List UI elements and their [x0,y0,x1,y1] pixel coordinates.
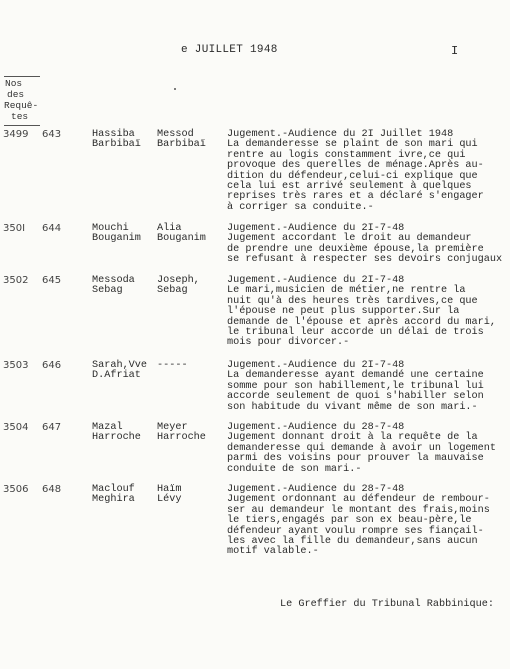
signature-line: Le Greffier du Tribunal Rabbinique: [280,599,494,610]
defendant-name-line: Joseph, [157,275,200,286]
plaintiff-name-line: D.Afriat [92,370,141,382]
column-header-line: tes [11,111,29,122]
header-date: e JUILLET 1948 [181,44,278,56]
case-number: 643 [42,129,62,140]
plaintiff-name-line: Maclouf [92,484,135,495]
request-number: 3499 [3,129,29,140]
judgment-text-line: Jugement ordonnant au défendeur de rembour- [227,494,490,506]
judgment-text-line: Jugement.-Audience du 2I-7-48 [227,223,405,234]
judgment-text-line: demande de l'épouse et après accord du mari, [227,316,496,328]
case-number: 644 [42,223,62,234]
column-header-rule-top [4,76,40,77]
judgment-text-line: ser au demandeur le montant des frais,moins [227,504,490,516]
judgment-text-line: le tribunal leur accorde un délai de trois [227,327,484,339]
judgment-text-line: dition du défendeur,celui-ci explique que [227,170,478,182]
case-number: 647 [42,422,62,433]
defendant-name-line: Messod [157,129,194,140]
defendant-name-line: ----- [157,360,188,371]
defendant-name-line: Barbibaï [157,139,206,151]
column-header-rule-bottom [4,125,40,126]
defendant-name-line: Meyer [157,422,188,433]
judgment-text-line: se refusant à respecter ses devoirs conjugaux [227,254,503,266]
column-header-line: Requê- [4,100,39,111]
page-number: I [451,44,459,58]
judgment-text [227,130,509,213]
defendant-name-line: Sebag [157,285,188,297]
plaintiff-name [92,224,156,245]
judgment-text-line: Le mari,musicien de métier,ne rentre la [227,285,466,297]
defendant-name-line: Lévy [157,494,182,506]
plaintiff-name [92,423,156,444]
judgment-text-line: Jugement.-Audience du 28-7-48 [227,422,405,433]
plaintiff-name [92,361,156,382]
request-number: 3503 [3,360,29,371]
defendant-name-line: Alia [157,223,182,234]
judgment-text-line: La demanderesse se plaint de son mari qui [227,139,478,151]
judgment-text-line: demanderesse qui demande à avoir un logement [227,442,496,454]
request-number: 3504 [3,422,29,433]
judgment-text-line: motif valable.- [227,546,319,558]
judgment-text-line: Jugement.-Audience du 2I-7-48 [227,360,405,371]
plaintiff-name-line: Harroche [92,432,141,444]
plaintiff-name-line: Mazal [92,422,123,433]
judgment-text-line: conduite de son mari.- [227,463,362,475]
plaintiff-name-line: Hassiba [92,129,135,140]
judgment-text-line: accorde seulement de quoi s'habiller selon [227,391,484,403]
judgment-text [227,224,509,266]
plaintiff-name [92,485,156,506]
column-header-line: Nos [5,78,23,89]
defendant-name [157,130,227,151]
plaintiff-name [92,276,156,297]
defendant-name-line: Bouganim [157,233,206,245]
plaintiff-name-line: Messoda [92,275,135,286]
judgment-text-line: l'épouse ne peut plus supporter.Sur la [227,306,460,318]
judgment-text-line: Jugement.-Audience du 28-7-48 [227,484,405,495]
defendant-name [157,485,227,506]
judgment-text-line: de prendre une deuxième épouse,la première [227,243,484,255]
case-number: 648 [42,484,62,495]
judgment-text-line: à corriger sa conduite.- [227,201,374,213]
plaintiff-name-line: Meghira [92,494,135,506]
judgment-text-line: cela lui est arrivé seulement à quelques [227,181,472,193]
judgment-text [227,276,509,349]
judgment-text-line: mois pour divorcer.- [227,337,350,349]
judgment-text-line: parmi des voisins pour prouver la mauvaise [227,453,484,465]
judgment-text-line: le tiers,engagés par son ex beau-père,le [227,515,472,527]
defendant-name-line: Harroche [157,432,206,444]
judgment-text-line: rentre au logis constamment ivre,ce qui [227,149,466,161]
judgment-text-line: défendeur ayant voulu rompre ses fiançail- [227,525,484,537]
judgment-text-line: Jugement.-Audience du 2I Juillet 1948 [227,129,454,140]
judgment-text-line: somme pour son habillement,le tribunal lui [227,380,484,392]
plaintiff-name-line: Barbibaï [92,139,141,151]
column-header-line: des [7,89,25,100]
request-number: 350I [3,223,26,234]
request-number: 3506 [3,484,29,495]
defendant-name [157,361,227,371]
defendant-name [157,423,227,444]
plaintiff-name-line: Sebag [92,285,123,297]
judgment-text [227,423,509,475]
case-number: 646 [42,360,62,371]
judgment-text-line: Jugement accordant le droit au demandeur [227,233,472,245]
judgment-text [227,485,509,558]
judgment-text-line: provoque des querelles de ménage.Après au- [227,160,484,172]
plaintiff-name [92,130,156,151]
judgment-text-line: Jugement donnant droit à la requête de la [227,432,478,444]
judgment-text-line: reprises très rares et a déclaré s'engager [227,191,484,203]
defendant-name [157,276,227,297]
plaintiff-name-line: Mouchi [92,223,129,234]
defendant-name [157,224,227,245]
judgment-text-line: Jugement.-Audience du 2I-7-48 [227,275,405,286]
judgment-text-line: nuit qu'à des heures très tardives,ce que [227,295,478,307]
column-header [4,78,38,122]
judgment-text-line: La demanderesse ayant demandé une certaine [227,370,484,382]
request-number: 3502 [3,275,29,286]
plaintiff-name-line: Sarah,Vve [92,360,148,371]
case-number: 645 [42,275,62,286]
judgment-text-line: son habitude du vivant même de son mari.- [227,401,478,413]
defendant-name-line: Haïm [157,484,182,495]
judgment-text-line: les avec la fille du demandeur,sans aucun [227,536,478,548]
plaintiff-name-line: Bouganim [92,233,141,245]
judgment-text [227,361,509,413]
stray-mark [174,88,176,90]
